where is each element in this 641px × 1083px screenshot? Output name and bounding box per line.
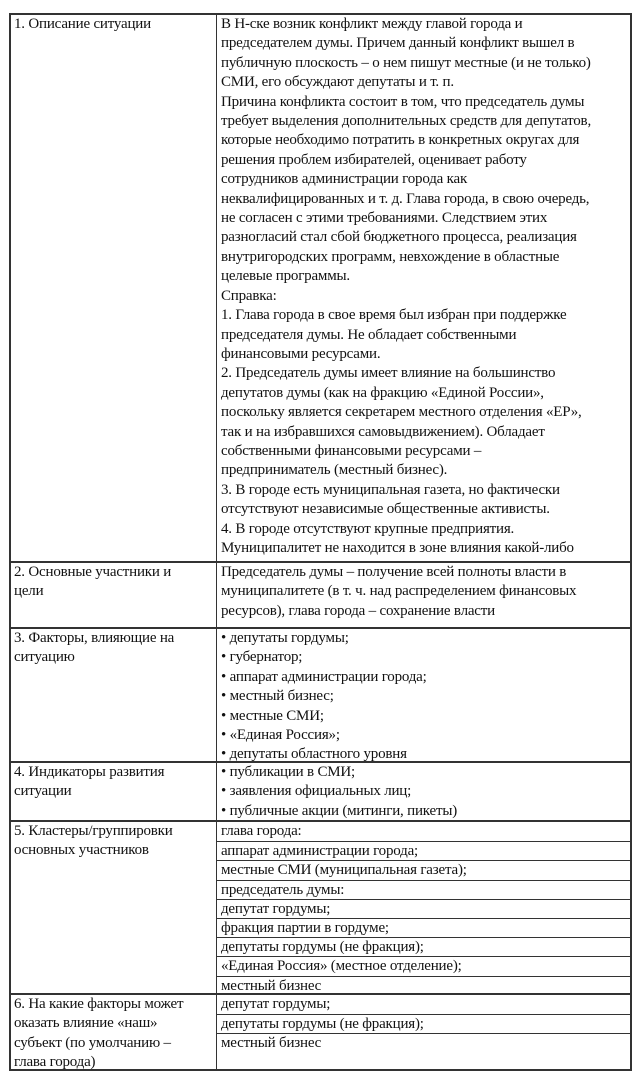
table-row-participants (11, 561, 630, 627)
sub-cell-text: депутаты гордумы (не фракция); (221, 1016, 424, 1033)
sub-cell-text: глава города: (221, 823, 302, 839)
sub-cell (217, 995, 630, 1014)
text-line: 2. Председатель думы имеет влияние на большинство (221, 365, 556, 382)
row-label (11, 995, 217, 1069)
sub-cell-text: фракция партии в гордуме; (221, 919, 389, 936)
text-line: В Н-ске возник конфликт между главой города и (221, 16, 523, 32)
sub-cell (217, 860, 630, 879)
sub-cell (217, 880, 630, 899)
text-line: требует выделения дополнительных средств для депутатов, (221, 113, 591, 130)
sub-cell (217, 1014, 630, 1033)
text-line: ресурсов), глава города – сохранение власти (221, 602, 495, 619)
text-line: разногласий стал сбой бюджетного процесса, реализация (221, 229, 577, 246)
text-line: основных участников (14, 842, 149, 859)
row-label (11, 15, 217, 561)
text-line: публичную плоскость – о нем пишут местные (и не только) (221, 54, 591, 71)
text-line: Причина конфликта состоит в том, что председатель думы (221, 93, 585, 110)
row-label (11, 563, 217, 627)
sub-cell (217, 918, 630, 937)
table-row-description (11, 15, 630, 561)
row-subcells (217, 995, 630, 1069)
text-line: 6. На какие факторы может (14, 996, 184, 1012)
text-line: 2. Основные участники и (14, 564, 172, 580)
situation-analysis-table (9, 13, 632, 1071)
text-line: не согласен с этими требованиями. Следствием этих (221, 210, 548, 227)
row-label (11, 629, 217, 761)
text-line: 4. В городе отсутствуют крупные предприятия. (221, 520, 515, 537)
text-line: депутатов думы (как на фракцию «Единой России», (221, 384, 544, 401)
row-content (217, 563, 630, 627)
text-line: ситуацию (14, 649, 75, 666)
text-line: так и на избравшихся самовыдвижением). Обладает (221, 423, 545, 440)
sub-cell-text: местный бизнес (221, 1035, 322, 1052)
text-line: • заявления официальных лиц; (221, 783, 412, 800)
row-content (217, 15, 630, 561)
text-line: Председатель думы – получение всей полноты власти в (221, 564, 567, 580)
text-line: поскольку является секретарем местного отделения «ЕР», (221, 404, 582, 421)
text-line: 1. Описание ситуации (14, 16, 151, 32)
row-content (217, 763, 630, 820)
text-line: ситуации (14, 783, 72, 800)
text-line: • депутаты гордумы; (221, 630, 349, 646)
text-line: • публичные акции (митинги, пикеты) (221, 802, 457, 819)
text-line (217, 558, 630, 561)
text-line: 5. Кластеры/группировки (14, 823, 173, 839)
text-line: Справка: (221, 287, 277, 304)
text-line: Муниципалитет не находится в зоне влияния какой-либо (221, 539, 574, 556)
sub-cell-text: местный бизнес (221, 977, 322, 993)
row-content (217, 629, 630, 761)
text-line: • губернатор; (221, 649, 303, 666)
text-line: целевые программы. (221, 268, 350, 285)
text-line: • местный бизнес; (221, 688, 334, 705)
sub-cell (217, 841, 630, 860)
sub-cell-text: депутаты гордумы (не фракция); (221, 939, 424, 956)
sub-cell-text: аппарат администрации города; (221, 843, 419, 860)
text-line: СМИ, его обсуждают депутаты и т. п. (221, 74, 454, 91)
table-row-factors (11, 627, 630, 761)
text-line: • депутаты областного уровня (221, 746, 407, 761)
text-line: 3. В городе есть муниципальная газета, но фактически (221, 481, 560, 498)
text-line: председателем думы. Причем данный конфликт вышел в (221, 35, 575, 52)
row-label (11, 763, 217, 820)
text-line: 3. Факторы, влияющие на (14, 630, 175, 646)
sub-cell-text: депутат гордумы; (221, 900, 331, 917)
text-line: сотрудников администрации города как (221, 171, 468, 188)
sub-cell-text: депутат гордумы; (221, 996, 331, 1012)
text-line: отсутствуют независимые общественные активисты. (221, 501, 550, 518)
text-line: • публикации в СМИ; (221, 764, 356, 780)
text-line: председателя думы. Не обладает собственными (221, 326, 517, 343)
text-line: предприниматель (местный бизнес). (221, 462, 448, 479)
text-line: внутригородских программ, невхождение в областные (221, 248, 560, 265)
sub-cell (217, 976, 630, 994)
text-line: оказать влияние «наш» (14, 1015, 158, 1032)
table-row-clusters (11, 820, 630, 993)
text-line: 4. Индикаторы развития (14, 764, 165, 780)
sub-cell (217, 899, 630, 918)
text-line: • аппарат администрации города; (221, 668, 427, 685)
text-line: финансовыми ресурсами. (221, 345, 381, 362)
text-line: • «Единая Россия»; (221, 727, 340, 744)
text-line: глава города) (14, 1054, 96, 1071)
sub-cell-text: председатель думы: (221, 881, 345, 898)
text-line: цели (14, 583, 44, 600)
row-subcells (217, 822, 630, 993)
text-line: собственными финансовыми ресурсами – (221, 442, 482, 459)
sub-cell-text: местные СМИ (муниципальная газета); (221, 862, 467, 879)
sub-cell (217, 1033, 630, 1052)
text-line: которые необходимо потратить в конкретных округах для (221, 132, 580, 149)
text-line: муниципалитете (в т. ч. над распределением финансовых (221, 583, 577, 600)
sub-cell-text: «Единая Россия» (местное отделение); (221, 958, 462, 975)
table-row-indicators (11, 761, 630, 820)
sub-cell (217, 937, 630, 956)
sub-cell (217, 956, 630, 975)
text-line: неквалифицированных и т. д. Глава города, в свою очередь, (221, 190, 590, 207)
row-label (11, 822, 217, 993)
sub-cell (217, 822, 630, 841)
text-line: субъект (по умолчанию – (14, 1034, 171, 1051)
text-line: решения проблем избирателей, оценивает работу (221, 151, 527, 168)
text-line: • местные СМИ; (221, 707, 324, 724)
table-row-influence (11, 993, 630, 1069)
text-line: 1. Глава города в свое время был избран при поддержке (221, 307, 567, 324)
